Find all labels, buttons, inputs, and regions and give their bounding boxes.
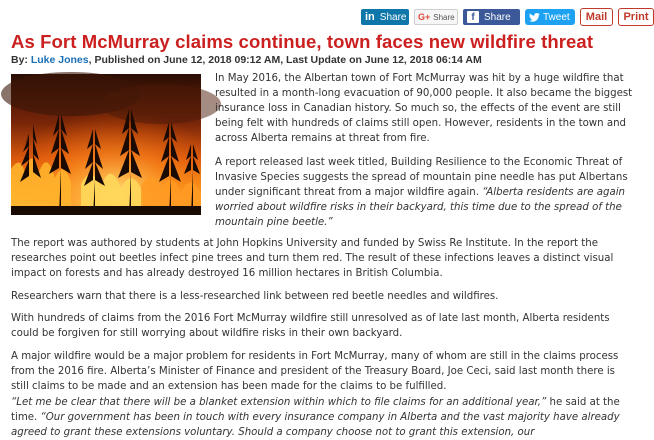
twitter-bird-icon <box>529 13 540 22</box>
gplus-share-label: Share <box>433 12 455 22</box>
mail-button[interactable]: Mail <box>580 8 613 26</box>
publish-info: , Published on June 12, 2018 09:12 AM, Last Update on June 12, 2018 06:14 AM <box>88 54 482 66</box>
print-button[interactable]: Print <box>618 8 654 26</box>
byline-prefix: By: <box>11 54 31 66</box>
article-title: As Fort McMurray claims continue, town faces new wildfire threat <box>11 31 594 52</box>
paragraph-authors: The report was authored by students at John Hopkins University and funded by Swiss Re Institute. In the report the researches point out beetles infect pine trees and turn them red. The result of these infections leaves a distinct visual impact on forests and has already destroyed 16 million hectares in British Columbia. <box>11 238 614 279</box>
gplus-share-button[interactable] <box>414 9 458 25</box>
minister-quote-2: “Our government has been in touch with every insurance company in Alberta and the vast majority have already agreed to grant these extensions voluntary. Should a company choose not to grant this extension, our <box>11 412 620 438</box>
linkedin-share-button[interactable] <box>361 9 409 25</box>
byline <box>11 54 482 66</box>
wildfire-photo <box>11 74 201 215</box>
paragraph-intro: In May 2016, the Albertan town of Fort McMurray was hit by a huge wildfire that resulted in a month-long evacuation of 90,000 people. It also became the biggest insurance loss in Canadian history. So much so, the effects of the event are still being felt with hundreds of claims still open. However, residents in the town and across Alberta remains at threat from fire. <box>215 73 633 144</box>
paragraph-report-quote: “Alberta residents are again worried about wildfire risks in their backyard, this time due to the spread of the mountain pine beetle.” <box>215 187 626 228</box>
paragraph-claims: With hundreds of claims from the 2016 Fort McMurray wildfire still unresolved as of late last month, Alberta residents could be forgiven for still worrying about wildfire risks in their own backyard. <box>11 313 610 339</box>
author-link[interactable]: Luke Jones <box>30 54 89 66</box>
paragraph-researchers: Researchers warn that there is a less-researched link between red beetle needles and wildfires. <box>11 291 499 302</box>
facebook-icon: f <box>467 11 479 23</box>
twitter-tweet-label: Tweet <box>543 11 570 23</box>
facebook-share-label: Share <box>484 11 511 23</box>
twitter-tweet-button[interactable] <box>525 9 575 25</box>
paragraph-report <box>215 155 635 230</box>
paragraph-report-text: A report released last week titled, Building Resilience to the Economic Threat of Invasive Species suggests the spread of mountain pine needle has put Albertans under significant threat from a major wildfire again. <box>215 157 628 198</box>
google-plus-icon: G+ <box>418 12 431 22</box>
linkedin-icon: in <box>365 11 375 23</box>
paragraph-minister-quote <box>11 395 635 440</box>
minister-quote-1: “Let me be clear that there will be a blanket extension within which to file claims for an additional year,” <box>11 397 547 408</box>
share-bar <box>361 8 654 26</box>
paragraph-major-wildfire: A major wildfire would be a major problem for residents in Fort McMurray, many of whom are still in the claims process from the 2016 fire. Alberta’s Minister of Finance and president of the Treasury Board, Joe Ceci, said last month there is still claims to be made and an extension has been made for the claims to be fulfilled. <box>11 351 619 392</box>
facebook-share-button[interactable] <box>463 9 520 25</box>
linkedin-share-label: Share <box>379 11 407 23</box>
minister-quote-mid: he said at the time. <box>11 397 620 423</box>
